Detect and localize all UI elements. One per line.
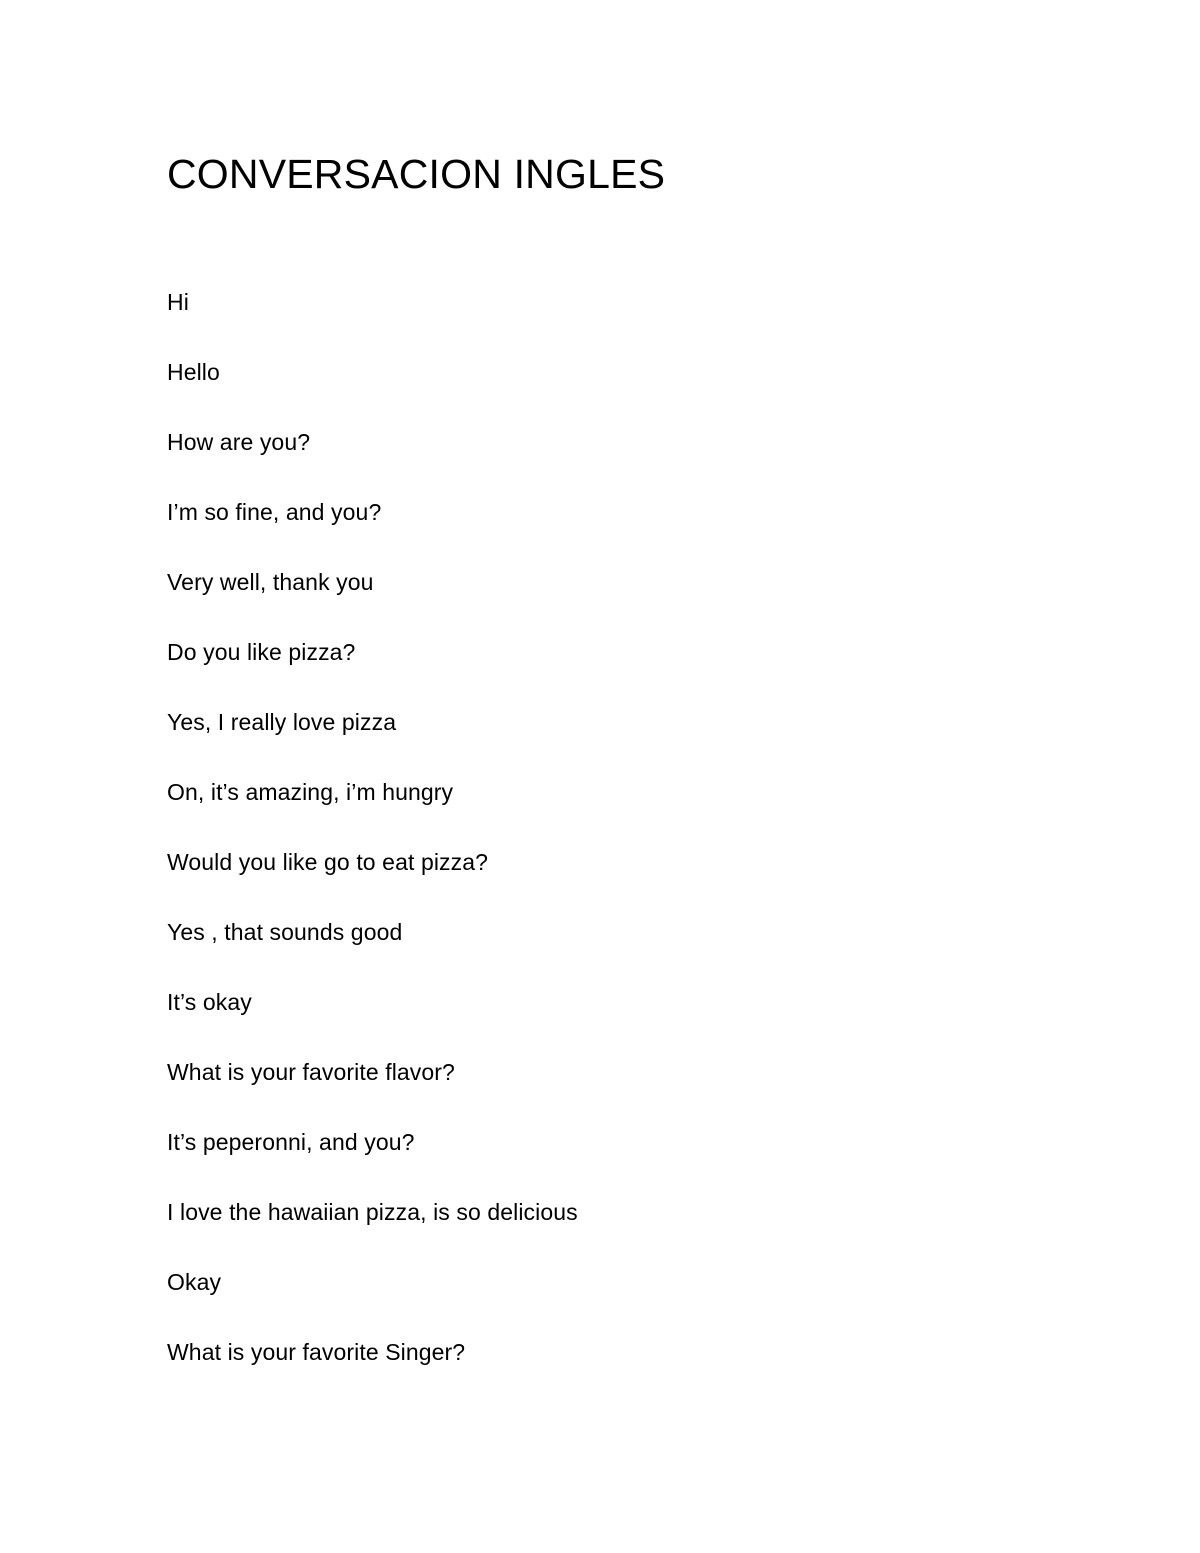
conversation-line: Yes, I really love pizza bbox=[167, 709, 397, 735]
conversation-line: Very well, thank you bbox=[167, 569, 374, 595]
document-title: CONVERSACION INGLES bbox=[167, 151, 666, 197]
conversation-line: Hi bbox=[167, 289, 189, 315]
conversation-line: I love the hawaiian pizza, is so delicious bbox=[167, 1199, 578, 1225]
conversation-line: It’s okay bbox=[167, 989, 252, 1015]
conversation-line: Yes , that sounds good bbox=[167, 919, 403, 945]
conversation-line: Do you like pizza? bbox=[167, 639, 356, 665]
conversation-line: Would you like go to eat pizza? bbox=[167, 849, 489, 875]
conversation-line: What is your favorite Singer? bbox=[167, 1339, 466, 1365]
conversation-line: It’s peperonni, and you? bbox=[167, 1129, 415, 1155]
conversation-line: I’m so fine, and you? bbox=[167, 499, 382, 525]
conversation-line: On, it’s amazing, i’m hungry bbox=[167, 779, 454, 805]
conversation-line: Okay bbox=[167, 1269, 222, 1295]
conversation-line: Hello bbox=[167, 359, 220, 385]
conversation-line: How are you? bbox=[167, 429, 311, 455]
conversation-line: What is your favorite flavor? bbox=[167, 1059, 455, 1085]
conversation-lines bbox=[167, 285, 578, 1405]
